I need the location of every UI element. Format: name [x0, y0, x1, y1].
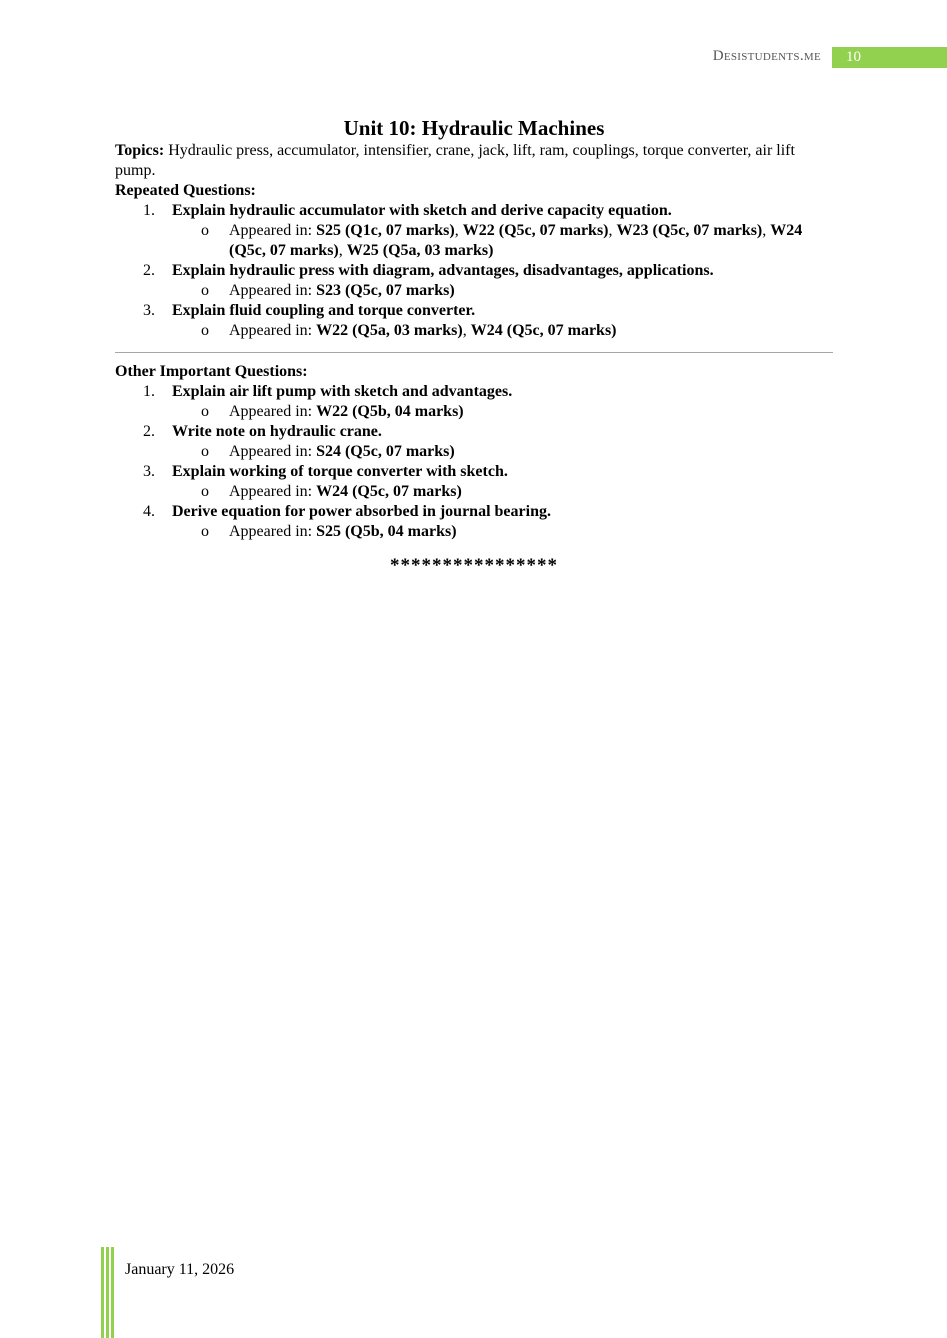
question-item — [115, 201, 833, 261]
appeared-in-line — [172, 442, 833, 462]
other-questions-heading: Other Important Questions: — [115, 363, 308, 380]
appeared-in-line — [172, 281, 833, 301]
appeared-in-line — [172, 221, 833, 261]
footer-bar — [111, 1247, 114, 1338]
question-text: Explain hydraulic accumulator with sketch and derive capacity equation. — [172, 202, 672, 219]
bullet-icon: o — [201, 322, 209, 339]
appeared-label: Appeared in: — [229, 322, 317, 339]
appeared-exam-ref: W24 (Q5c, 07 marks) — [316, 483, 462, 500]
header-page-number: 10 — [832, 47, 947, 68]
appeared-label: Appeared in: — [229, 443, 317, 460]
appeared-label: Appeared in: — [229, 403, 317, 420]
question-text: Explain hydraulic press with diagram, advantages, disadvantages, applications. — [172, 262, 714, 279]
appeared-label: Appeared in: — [229, 282, 317, 299]
topics-label: Topics: — [115, 142, 165, 159]
question-item — [115, 301, 833, 341]
appeared-in-line — [172, 482, 833, 502]
appeared-separator: , — [762, 222, 771, 239]
question-item — [115, 462, 833, 502]
appeared-in-line — [172, 402, 833, 422]
appeared-separator: , — [462, 322, 471, 339]
question-text: Explain air lift pump with sketch and advantages. — [172, 383, 513, 400]
question-item — [115, 502, 833, 542]
question-item — [115, 382, 833, 422]
footer-bar — [101, 1247, 104, 1338]
question-text: Write note on hydraulic crane. — [172, 423, 382, 440]
appeared-separator: , — [338, 242, 347, 259]
question-number: 2. — [143, 423, 155, 440]
section-divider — [115, 352, 833, 353]
bullet-icon: o — [201, 443, 209, 460]
question-number: 1. — [143, 202, 155, 219]
repeated-questions-heading: Repeated Questions: — [115, 182, 256, 199]
appeared-in-line — [172, 522, 833, 542]
bullet-icon: o — [201, 282, 209, 299]
appeared-separator: , — [454, 222, 463, 239]
appeared-separator: , — [608, 222, 617, 239]
appeared-exam-ref: S23 (Q5c, 07 marks) — [316, 282, 455, 299]
other-questions-list — [115, 382, 833, 542]
appeared-exam-ref: S25 (Q1c, 07 marks) — [316, 222, 455, 239]
appeared-exam-ref: W22 (Q5a, 03 marks) — [316, 322, 463, 339]
topics-line — [115, 141, 833, 181]
appeared-exam-ref: S24 (Q5c, 07 marks) — [316, 443, 455, 460]
appeared-exam-ref: W24 (Q5c, 07 marks) — [470, 322, 617, 339]
appeared-exam-ref: S25 (Q5b, 04 marks) — [316, 523, 457, 540]
appeared-label: Appeared in: — [229, 523, 317, 540]
footer-accent-bars — [101, 1247, 115, 1338]
question-number: 4. — [143, 503, 155, 520]
appeared-exam-ref: W23 (Q5c, 07 marks) — [616, 222, 763, 239]
question-text: Derive equation for power absorbed in journal bearing. — [172, 503, 551, 520]
end-stars: **************** — [390, 555, 558, 576]
bullet-icon: o — [201, 222, 209, 239]
question-text: Explain fluid coupling and torque converter. — [172, 302, 476, 319]
header-site-name: Desistudents.me — [712, 48, 821, 64]
question-number: 3. — [143, 302, 155, 319]
bullet-icon: o — [201, 523, 209, 540]
appeared-label: Appeared in: — [229, 483, 317, 500]
appeared-exam-ref: W22 (Q5c, 07 marks) — [462, 222, 609, 239]
page-content — [115, 115, 833, 576]
appeared-exam-ref: W24 (Q5c, 07 marks) — [229, 222, 803, 259]
bullet-icon: o — [201, 483, 209, 500]
topics-text: Hydraulic press, accumulator, intensifier, crane, jack, lift, ram, couplings, torque converter, air lift pump. — [115, 142, 795, 179]
appeared-label: Appeared in: — [229, 222, 317, 239]
footer-bar — [106, 1247, 109, 1338]
question-item — [115, 422, 833, 462]
repeated-questions-list — [115, 201, 833, 341]
appeared-in-line — [172, 321, 833, 341]
unit-title: Unit 10: Hydraulic Machines — [343, 116, 605, 140]
question-item — [115, 261, 833, 301]
question-text: Explain working of torque converter with sketch. — [172, 463, 508, 480]
question-number: 1. — [143, 383, 155, 400]
question-number: 2. — [143, 262, 155, 279]
appeared-exam-ref: W22 (Q5b, 04 marks) — [316, 403, 464, 420]
appeared-exam-ref: W25 (Q5a, 03 marks) — [346, 242, 494, 259]
question-number: 3. — [143, 463, 155, 480]
bullet-icon: o — [201, 403, 209, 420]
footer-date: January 11, 2026 — [125, 1261, 235, 1278]
